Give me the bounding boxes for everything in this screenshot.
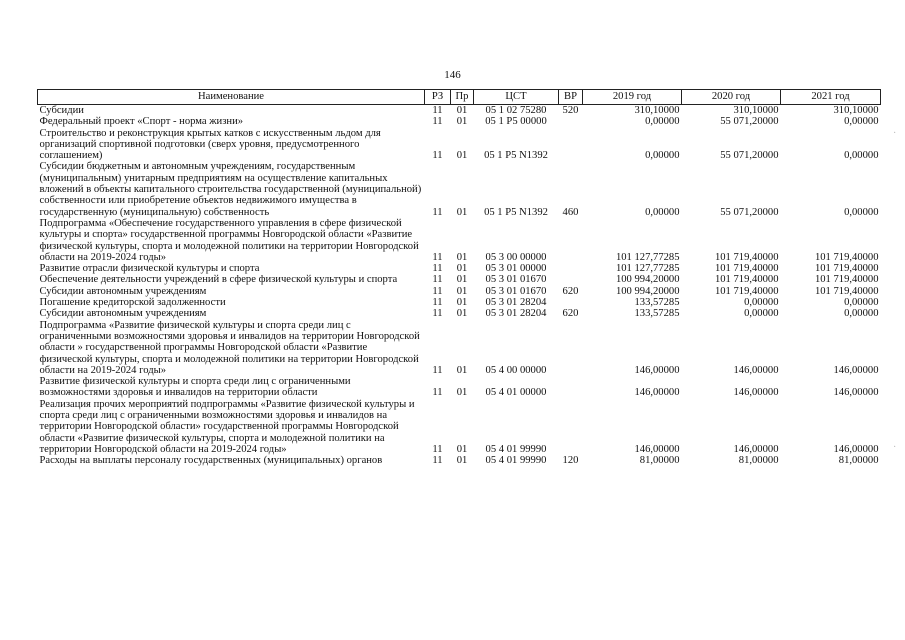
header-name: Наименование <box>38 90 425 105</box>
row-vr <box>559 274 583 285</box>
row-2021-amount: 101 719,40000 <box>814 285 879 297</box>
row-cst: 05 4 01 99990 <box>485 443 547 455</box>
table-row <box>38 218 881 263</box>
header-pr: Пр <box>451 90 474 105</box>
table-row <box>38 399 881 455</box>
table-row <box>38 161 881 217</box>
row-2019-amount: 310,10000 <box>634 105 680 116</box>
row-rz: 11 <box>432 297 443 309</box>
table-row <box>38 128 881 162</box>
row-pr: 01 <box>456 116 468 128</box>
row-2020-amount: 101 719,40000 <box>714 274 779 286</box>
row-vr: 620 <box>562 285 579 297</box>
row-2019-amount: 0,00000 <box>645 150 680 162</box>
table-row <box>38 297 881 308</box>
row-2020-amount: 55 071,20000 <box>720 116 779 128</box>
row-vr <box>559 128 583 162</box>
row-2021-amount: 146,00000 <box>833 443 879 455</box>
header-2021: 2021 год <box>781 90 881 105</box>
row-rz: 11 <box>432 443 443 455</box>
row-name: Развитие физической культуры и спорта среди лиц с ограниченными возможностями здоровья и инвалидов на территории области <box>39 376 351 399</box>
row-2019-amount: 0,00000 <box>645 206 680 218</box>
table-row <box>38 286 881 297</box>
row-rz: 11 <box>432 308 443 320</box>
header-2020: 2020 год <box>682 90 781 105</box>
row-2021-amount: 101 719,40000 <box>814 263 879 275</box>
row-rz: 11 <box>432 263 443 275</box>
row-2021-amount: 146,00000 <box>833 364 879 376</box>
row-2020-amount: 0,00000 <box>744 308 779 320</box>
row-2020-amount: 310,10000 <box>733 105 779 116</box>
row-cst: 05 4 01 00000 <box>485 387 547 399</box>
row-2020-amount: 101 719,40000 <box>714 263 779 275</box>
row-rz: 11 <box>432 455 443 467</box>
row-cst: 05 1 P5 N1392 <box>484 206 548 218</box>
row-name: Субсидии автономным учреждениям <box>39 285 207 297</box>
row-2019-amount: 146,00000 <box>634 387 680 399</box>
row-2021-amount: 0,00000 <box>844 206 879 218</box>
row-rz: 11 <box>432 364 443 376</box>
row-2020-amount: 146,00000 <box>733 443 779 455</box>
row-vr <box>559 320 583 376</box>
row-cst: 05 4 01 99990 <box>485 455 547 467</box>
row-name: Субсидии <box>39 105 84 116</box>
row-2019-amount: 146,00000 <box>634 364 680 376</box>
row-2019-amount: 101 127,77285 <box>615 263 680 275</box>
row-vr: 620 <box>562 308 579 320</box>
row-rz: 11 <box>432 251 443 263</box>
row-2019-amount: 0,00000 <box>645 116 680 128</box>
row-2019-amount: 101 127,77285 <box>615 251 680 263</box>
row-pr: 01 <box>456 251 468 263</box>
row-name: Строительство и реконструкция крытых катков с искусственным льдом для организаций спортивной подготовки (сверх уровня, предусмотренного соглашением) <box>39 127 381 162</box>
row-2019-amount: 81,00000 <box>639 455 680 467</box>
header-cst: ЦСТ <box>474 90 559 105</box>
row-name: Субсидии бюджетным и автономным учреждениям, государственным (муниципальным) унитарным предприятиям на осуществление капитальных вложений в объекты капитального строительства государственной (муниципальной) собственности или приобретение объектов недвижимого имущества в государственную (муниципальную) собственность <box>39 161 422 218</box>
row-2021-amount: 0,00000 <box>844 116 879 128</box>
row-vr: 520 <box>562 105 579 116</box>
row-2020-amount: 101 719,40000 <box>714 251 779 263</box>
row-2021-amount: 101 719,40000 <box>814 251 879 263</box>
row-rz: 11 <box>432 285 443 297</box>
table-row <box>38 308 881 319</box>
row-rz: 11 <box>432 274 443 286</box>
row-rz: 11 <box>432 116 443 128</box>
row-cst: 05 3 01 00000 <box>485 263 547 275</box>
row-cst: 05 1 P5 00000 <box>485 116 547 128</box>
row-cst: 05 3 01 28204 <box>485 308 547 320</box>
table-row <box>38 274 881 285</box>
row-name: Расходы на выплаты персоналу государственных (муниципальных) органов <box>39 455 383 467</box>
row-vr <box>559 263 583 274</box>
row-cst: 05 3 01 01670 <box>485 274 547 286</box>
row-vr <box>559 116 583 127</box>
row-vr <box>559 376 583 399</box>
row-vr <box>559 218 583 263</box>
row-pr: 01 <box>456 364 468 376</box>
row-rz: 11 <box>432 105 443 116</box>
row-2021-amount: 146,00000 <box>833 387 879 399</box>
row-name: Субсидии автономным учреждениям <box>39 308 207 320</box>
row-2019-amount: 146,00000 <box>634 443 680 455</box>
row-vr <box>559 297 583 308</box>
row-name: Подпрограмма «Обеспечение государственного управления в сфере физической культуры и спорта» государственной программы Новгородской области «Развитие физической культуры, спорта и молодежной политики на территории Новгородской области на 2019-2024 годы» <box>39 217 419 263</box>
row-2020-amount: 55 071,20000 <box>720 206 779 218</box>
row-vr: 460 <box>562 206 579 218</box>
row-2021-amount: 0,00000 <box>844 297 879 309</box>
row-2019-amount: 100 994,20000 <box>615 274 680 286</box>
row-2020-amount: 101 719,40000 <box>714 285 779 297</box>
table-row <box>38 105 881 117</box>
row-pr: 01 <box>456 263 468 275</box>
row-2020-amount: 146,00000 <box>733 364 779 376</box>
table-row <box>38 376 881 399</box>
row-vr: 120 <box>562 455 579 467</box>
row-name: Погашение кредиторской задолженности <box>39 297 226 309</box>
row-pr: 01 <box>456 387 468 399</box>
row-2020-amount: 81,00000 <box>738 455 779 467</box>
row-cst: 05 1 02 75280 <box>485 105 547 116</box>
table-row <box>38 320 881 376</box>
row-2019-amount: 100 994,20000 <box>615 285 680 297</box>
row-2021-amount: 0,00000 <box>844 150 879 162</box>
row-pr: 01 <box>456 443 468 455</box>
table-row <box>38 263 881 274</box>
table-row <box>38 116 881 127</box>
header-rz: РЗ <box>425 90 451 105</box>
row-pr: 01 <box>456 455 468 467</box>
row-cst: 05 3 01 01670 <box>485 285 547 297</box>
row-name: Обеспечение деятельности учреждений в сфере физической культуры и спорта <box>39 274 398 286</box>
row-cst: 05 3 01 28204 <box>485 297 547 309</box>
margin-mark: · <box>893 128 897 139</box>
row-pr: 01 <box>456 150 468 162</box>
table-body <box>38 105 881 467</box>
row-vr <box>559 399 583 455</box>
row-2020-amount: 55 071,20000 <box>720 150 779 162</box>
row-pr: 01 <box>456 297 468 309</box>
row-rz: 11 <box>432 150 443 162</box>
row-2021-amount: 101 719,40000 <box>814 274 879 286</box>
row-pr: 01 <box>456 308 468 320</box>
row-2019-amount: 133,57285 <box>634 297 680 309</box>
row-2021-amount: 81,00000 <box>838 455 879 467</box>
row-pr: 01 <box>456 105 468 116</box>
budget-table <box>37 89 881 467</box>
header-vr: ВР <box>559 90 583 105</box>
row-name: Подпрограмма «Развитие физической культуры и спорта среди лиц с ограниченными возможностями здоровья и инвалидов на территории Новгородской области » государственной программы Новгородской области «Развитие физической культуры, спорта и молодежной политики на территории Новгородской области на 2019-2024 годы» <box>39 319 420 376</box>
row-2021-amount: 310,10000 <box>833 105 879 116</box>
row-2019-amount: 133,57285 <box>634 308 680 320</box>
page-number: 146 <box>444 69 461 81</box>
row-pr: 01 <box>456 285 468 297</box>
header-2019: 2019 год <box>583 90 682 105</box>
margin-mark: · <box>893 442 897 453</box>
row-cst: 05 4 00 00000 <box>485 364 547 376</box>
row-name: Федеральный проект «Спорт - норма жизни» <box>39 116 244 128</box>
row-2020-amount: 146,00000 <box>733 387 779 399</box>
row-2021-amount: 0,00000 <box>844 308 879 320</box>
row-rz: 11 <box>432 206 443 218</box>
row-name: Развитие отрасли физической культуры и спорта <box>39 263 260 275</box>
row-2020-amount: 0,00000 <box>744 297 779 309</box>
row-name: Реализация прочих мероприятий подпрограммы «Развитие физической культуры и спорта среди лиц с ограниченными возможностями здоровья и инвалидов на территории Новгородской области» государственной программы Новгородской области «Развитие физической культуры, спорта и молодежной политики на территории Новгородской области на 2019-2024 годы» <box>39 398 415 455</box>
row-cst: 05 1 P5 N1392 <box>484 150 548 162</box>
row-cst: 05 3 00 00000 <box>485 251 547 263</box>
row-pr: 01 <box>456 274 468 286</box>
table-row <box>38 455 881 466</box>
table-header-row <box>38 90 881 105</box>
row-pr: 01 <box>456 206 468 218</box>
row-rz: 11 <box>432 387 443 399</box>
